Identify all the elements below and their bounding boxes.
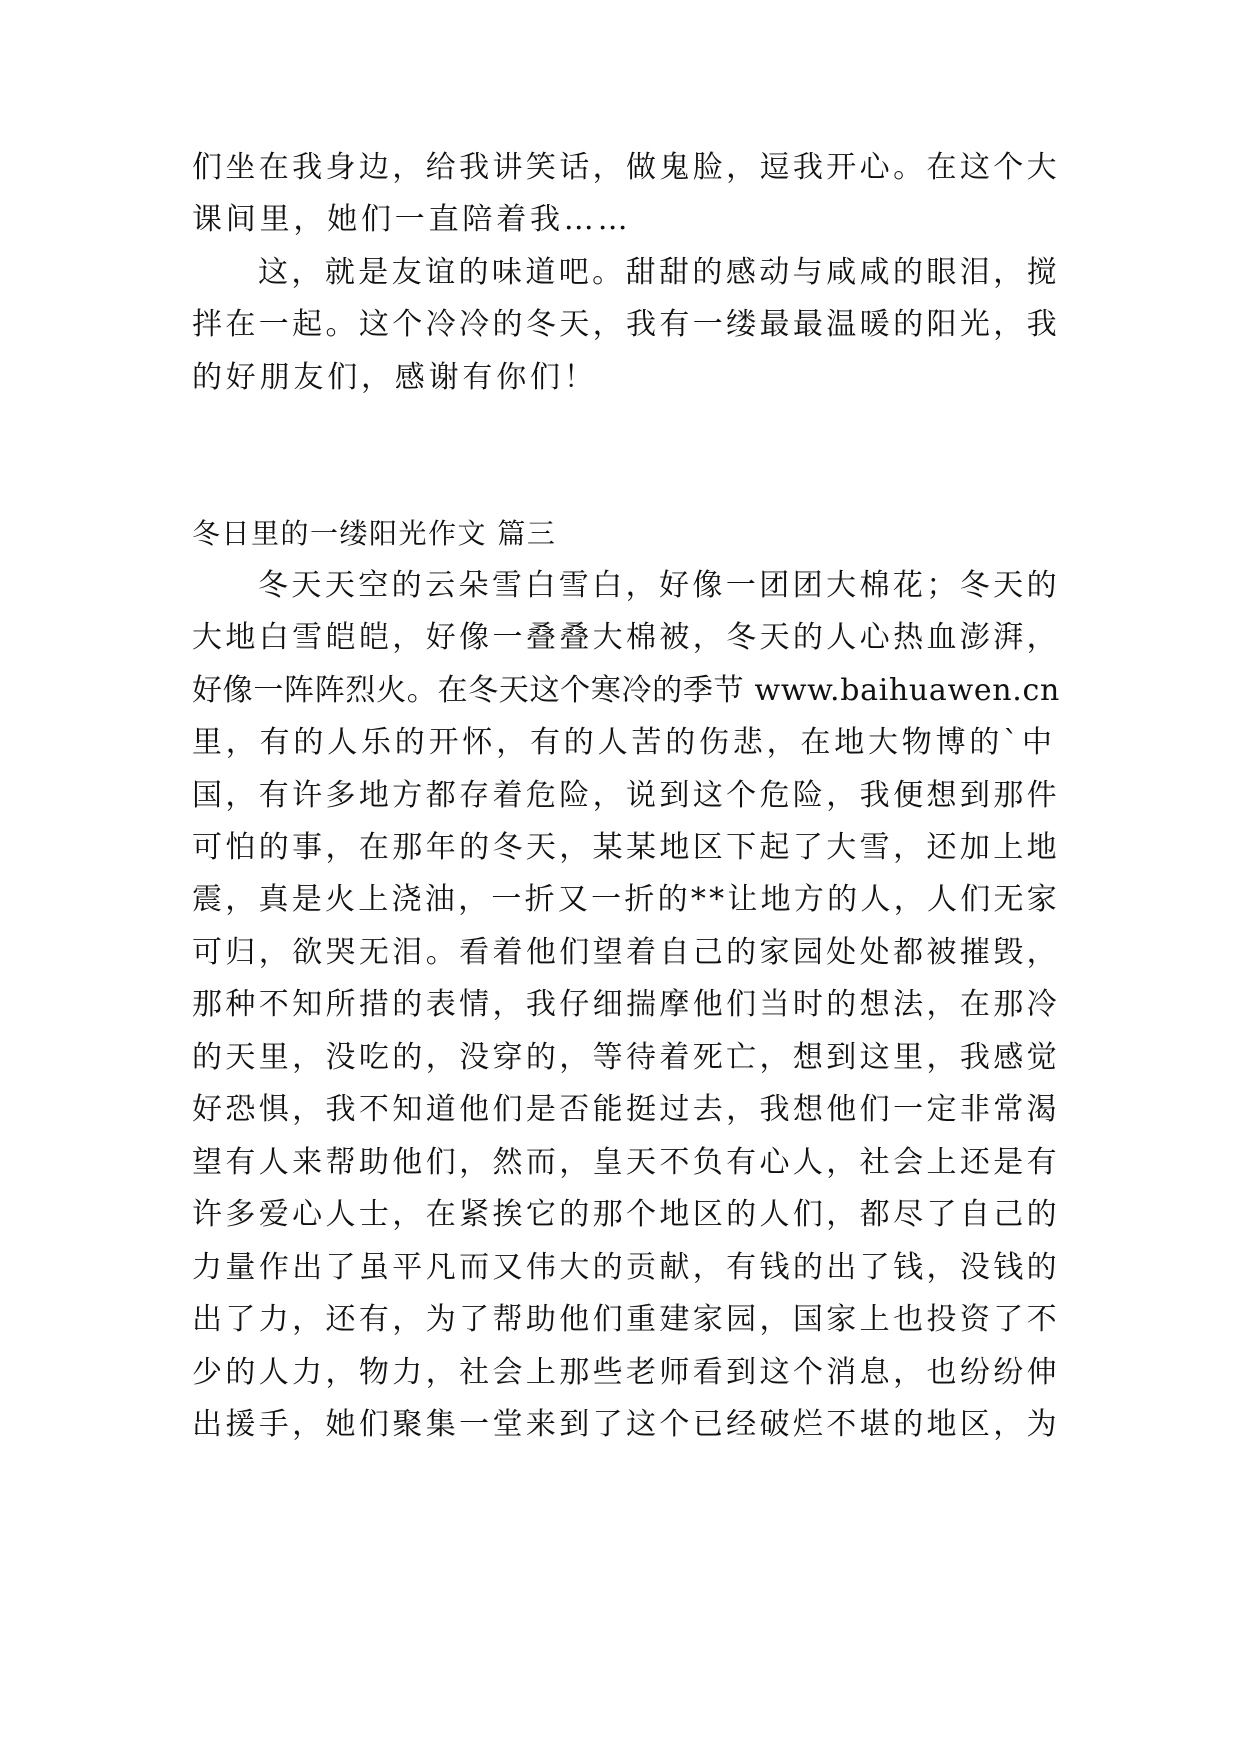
paragraph-line: 可归，欲哭无泪。看着他们望着自己的家园处处都被摧毁， [192, 935, 1060, 970]
paragraph-line: 里，有的人乐的开怀，有的人苦的伤悲，在地大物博的`中 [192, 725, 1056, 760]
paragraph-line: 出援手，她们聚集一堂来到了这个已经破烂不堪的地区，为 [192, 1407, 1060, 1442]
paragraph-line: 们坐在我身边，给我讲笑话，做鬼脸，逗我开心。在这个大 [192, 150, 1060, 185]
paragraph-line: 拌在一起。这个冷冷的冬天，我有一缕最最温暖的阳光，我 [192, 307, 1060, 342]
paragraph-line: 望有人来帮助他们，然而，皇天不负有心人，社会上还是有 [192, 1145, 1060, 1180]
paragraph-line: 那种不知所措的表情，我仔细揣摩他们当时的想法，在那冷 [192, 987, 1060, 1022]
paragraph-line: 出了力，还有，为了帮助他们重建家园，国家上也投资了不 [192, 1302, 1060, 1337]
paragraph-line: 少的人力，物力，社会上那些老师看到这个消息，也纷纷伸 [192, 1355, 1060, 1390]
paragraph-line: 可怕的事，在那年的冬天，某某地区下起了大雪，还加上地 [192, 830, 1060, 865]
paragraph-line: 课间里，她们一直陪着我…… [192, 202, 632, 237]
paragraph-line: 国，有许多地方都存着危险，说到这个危险，我便想到那件 [192, 778, 1060, 813]
section-heading: 冬日里的一缕阳光作文 篇三 [192, 517, 557, 550]
paragraph-line: 力量作出了虽平凡而又伟大的贡献，有钱的出了钱，没钱的 [192, 1250, 1060, 1285]
paragraph-line: 冬天天空的云朵雪白雪白，好像一团团大棉花；冬天的 [258, 568, 1060, 603]
paragraph-line: 许多爱心人士，在紧挨它的那个地区的人们，都尽了自己的 [192, 1197, 1060, 1232]
paragraph-line: 的好朋友们，感谢有你们！ [192, 360, 598, 395]
paragraph-line: 震，真是火上浇油，一折又一折的**让地方的人，人们无家 [192, 882, 1060, 917]
paragraph-line: 好恐惧，我不知道他们是否能挺过去，我想他们一定非常渴 [192, 1092, 1060, 1127]
paragraph-line: 的天里，没吃的，没穿的，等待着死亡，想到这里，我感觉 [192, 1040, 1060, 1075]
paragraph-line: 大地白雪皑皑，好像一叠叠大棉被，冬天的人心热血澎湃， [192, 620, 1060, 655]
paragraph-line: 这，就是友谊的味道吧。甜甜的感动与咸咸的眼泪，搅 [258, 255, 1060, 290]
paragraph-line: 好像一阵阵烈火。在冬天这个寒冷的季节 www.baihuawen.cn [192, 673, 1060, 708]
